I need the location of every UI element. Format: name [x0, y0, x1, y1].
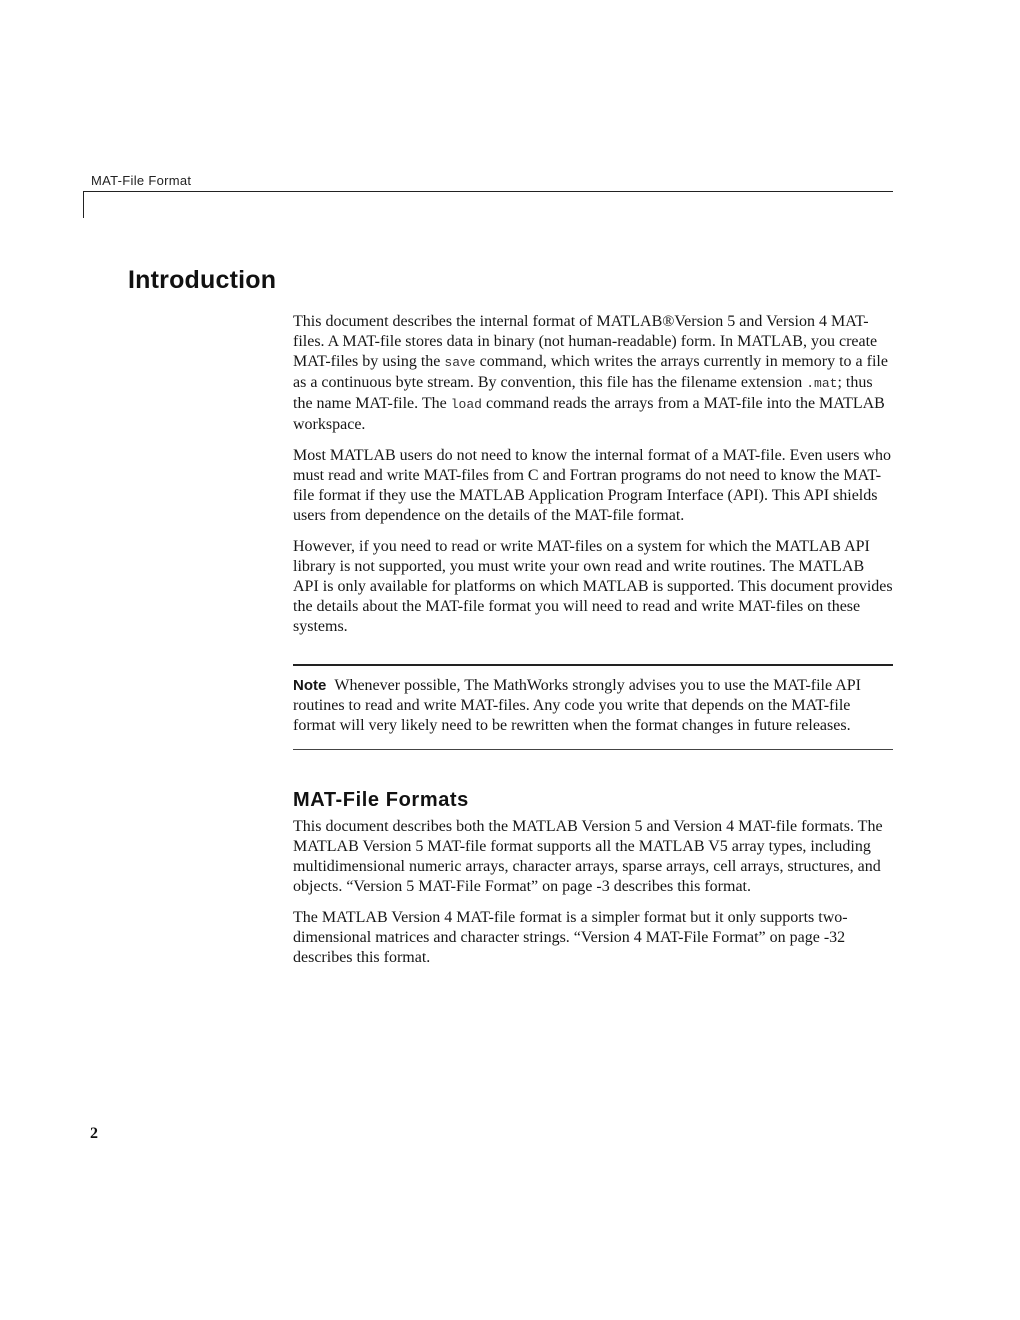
- running-head: MAT-File Format: [91, 173, 192, 188]
- save-command: save: [444, 355, 476, 370]
- note-label: Note: [293, 677, 327, 694]
- formats-paragraph-1: This document describes both the MATLAB Version 5 and Version 4 MAT-file formats. The MATLAB Version 5 MAT-file format supports all the MATLAB V5 array types, including multidimensional numeric arrays, character arrays, sparse arrays, cell arrays, structures, and objects. “Version 5 MAT-File Format” on page -3 describes this format.: [293, 818, 883, 895]
- page-number: 2: [90, 1125, 98, 1142]
- intro-p1-text-4: command reads the arrays from a MAT-file into the MATLAB workspace.: [293, 395, 885, 433]
- intro-paragraph-3: However, if you need to read or write MAT-files on a system for which the MATLAB API library is not supported, you must write your own read and write routines. The MATLAB API is only available for platforms on which MATLAB is supported. This document provides the details about the MAT-file format you will need to read and write MAT-files on these systems.: [293, 538, 893, 635]
- intro-p1-text-2: command, which writes the arrays currently in memory to a file as a continuous byte stream. By convention, this file has the filename extension: [293, 353, 888, 391]
- intro-paragraph-2: Most MATLAB users do not need to know the internal format of a MAT-file. Even users who must read and write MAT-files from C and Fortran programs do not need to know the MAT-file format if they use the MATLAB Application Program Interface (API). This API shields users from dependence on the details of the MAT-file format.: [293, 447, 891, 524]
- formats-paragraph-2: The MATLAB Version 4 MAT-file format is a simpler format but it only supports two-dimensional matrices and character strings. “Version 4 MAT-File Format” on page -32 describes this format.: [293, 909, 848, 966]
- note-text: Whenever possible, The MathWorks strongly advises you to use the MAT-file API routines to read and write MAT-files. Any code you write that depends on the MAT-file format will very likely need to be rewritten when the format changes in future releases.: [293, 677, 861, 734]
- header-rule: [83, 191, 893, 192]
- header-margin-tick: [83, 191, 84, 218]
- mat-extension: .mat: [806, 376, 838, 391]
- intro-paragraph-1: [293, 312, 893, 435]
- subsection-title: MAT-File Formats: [293, 789, 469, 811]
- section-title: Introduction: [128, 266, 277, 294]
- note-box: [293, 664, 893, 750]
- body-column: [293, 312, 893, 979]
- intro-p1-text-1: This document describes the internal format of MATLAB®Version 5 and Version 4 MAT-files. A MAT-file stores data in binary (not human-readable) form. In MATLAB, you create MAT-files by using the: [293, 313, 878, 370]
- note-paragraph: [293, 676, 893, 736]
- intro-p1-text-3: ; thus the name MAT-file. The: [293, 374, 873, 412]
- load-command: load: [450, 397, 482, 412]
